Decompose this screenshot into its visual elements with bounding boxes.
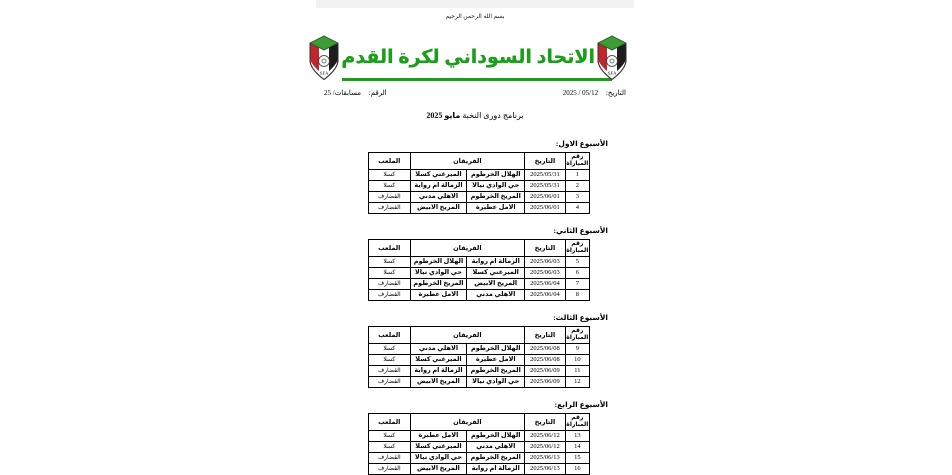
- col-header-teams: الفريقان: [410, 153, 525, 170]
- match-row: 16 2025/06/13 الزمالة ام روابة المريخ الابيض القضارف: [369, 464, 590, 475]
- document-meta: [316, 89, 634, 98]
- match-row: 1 2025/05/31 الهلال الخرطوم الميرغني كسلا كسلا: [369, 170, 590, 181]
- week-4-section: [316, 400, 634, 475]
- viewer-background-strip: [316, 0, 634, 8]
- col-header-date: التاريخ: [525, 414, 566, 431]
- col-header-match-no: رقم المباراة: [565, 327, 589, 344]
- week-2-fixtures-table: [368, 239, 590, 301]
- col-header-stadium: الملعب: [369, 414, 411, 431]
- document-title-month: مايو 2025: [426, 111, 461, 120]
- col-header-teams: الفريقان: [410, 240, 525, 257]
- col-header-date: التاريخ: [525, 153, 566, 170]
- col-header-date: التاريخ: [525, 240, 566, 257]
- table-header-row: [369, 327, 590, 344]
- table-header-row: [369, 240, 590, 257]
- table-header-row: [369, 414, 590, 431]
- match-row: 7 2025/06/04 المريخ الابيض المريخ الخرطوم القضارف: [369, 279, 590, 290]
- match-row: 3 2025/06/01 المريخ الخرطوم الاهلي مدني القضارف: [369, 192, 590, 203]
- col-header-stadium: الملعب: [369, 327, 411, 344]
- week-4-heading: الأسبوع الرابع:: [554, 400, 608, 409]
- col-header-stadium: الملعب: [369, 153, 411, 170]
- organization-title: الاتحاد السوداني لكرة القدم: [341, 47, 595, 68]
- document-page: [316, 8, 634, 472]
- week-1-heading: الأسبوع الاول:: [555, 139, 608, 148]
- match-row: 12 2025/06/09 حي الوادي نيالا المريخ الابيض القضارف: [369, 377, 590, 388]
- sfa-logo-icon: [307, 35, 341, 81]
- bismillah-text: بسم الله الرحمن الرحيم: [445, 14, 505, 20]
- col-header-teams: الفريقان: [410, 327, 525, 344]
- header-green-rule: [342, 78, 612, 81]
- week-3-fixtures-table: [368, 326, 590, 388]
- col-header-match-no: رقم المباراة: [565, 153, 589, 170]
- reference-label: الرقم:: [368, 89, 387, 97]
- week-4-fixtures-table: [368, 413, 590, 475]
- document-title-text: برنامج دورى النخبة: [460, 111, 524, 120]
- week-3-section: [316, 313, 634, 388]
- week-1-section: [316, 139, 634, 214]
- match-row: 10 2025/06/08 الامل عطبرة الميرغني كسلا كسلا: [369, 355, 590, 366]
- date-value: 05/12 / 2025: [562, 89, 599, 97]
- week-2-heading: الأسبوع الثاني:: [553, 226, 608, 235]
- match-row: 13 2025/06/12 الهلال الخرطوم الامل عطبرة كسلا: [369, 431, 590, 442]
- svg-text:S.F.A: S.F.A: [320, 71, 329, 76]
- match-row: 14 2025/06/12 الاهلي مدني الميرغني كسلا كسلا: [369, 442, 590, 453]
- date-field: [563, 89, 626, 98]
- match-row: 2 2025/05/31 حي الوادي نيالا الزمالة ام روابة كسلا: [369, 181, 590, 192]
- match-row: 9 2025/06/08 الهلال الخرطوم الاهلي مدني كسلا: [369, 344, 590, 355]
- col-header-match-no: رقم المباراة: [565, 414, 589, 431]
- col-header-match-no: رقم المباراة: [565, 240, 589, 257]
- col-header-stadium: الملعب: [369, 240, 411, 257]
- table-header-row: [369, 153, 590, 170]
- week-1-fixtures-table: [368, 152, 590, 214]
- week-2-section: [316, 226, 634, 301]
- match-row: 8 2025/06/04 الاهلي مدني الامل عطبرة القضارف: [369, 290, 590, 301]
- document-title: [316, 111, 634, 121]
- reference-number-field: [324, 89, 387, 98]
- match-row: 5 2025/06/03 الزمالة ام روابة الهلال الخرطوم كسلا: [369, 257, 590, 268]
- week-3-heading: الأسبوع الثالث:: [553, 313, 608, 322]
- svg-text:S.F.A: S.F.A: [607, 71, 617, 76]
- letterhead: [316, 35, 634, 81]
- match-row: 15 2025/06/13 المريخ الخرطوم حي الوادي نيالا القضارف: [369, 453, 590, 464]
- sfa-logo-icon: [595, 35, 629, 81]
- date-label: التاريخ:: [605, 89, 626, 97]
- col-header-teams: الفريقان: [410, 414, 525, 431]
- col-header-date: التاريخ: [525, 327, 566, 344]
- match-row: 11 2025/06/09 المريخ الخرطوم الزمالة ام روابة القضارف: [369, 366, 590, 377]
- match-row: 6 2025/06/03 الميرغني كسلا حي الوادي نيالا كسلا: [369, 268, 590, 279]
- reference-value: مسابقات/ 25: [324, 89, 362, 97]
- match-row: 4 2025/06/01 الامل عطبرة المريخ الابيض القضارف: [369, 203, 590, 214]
